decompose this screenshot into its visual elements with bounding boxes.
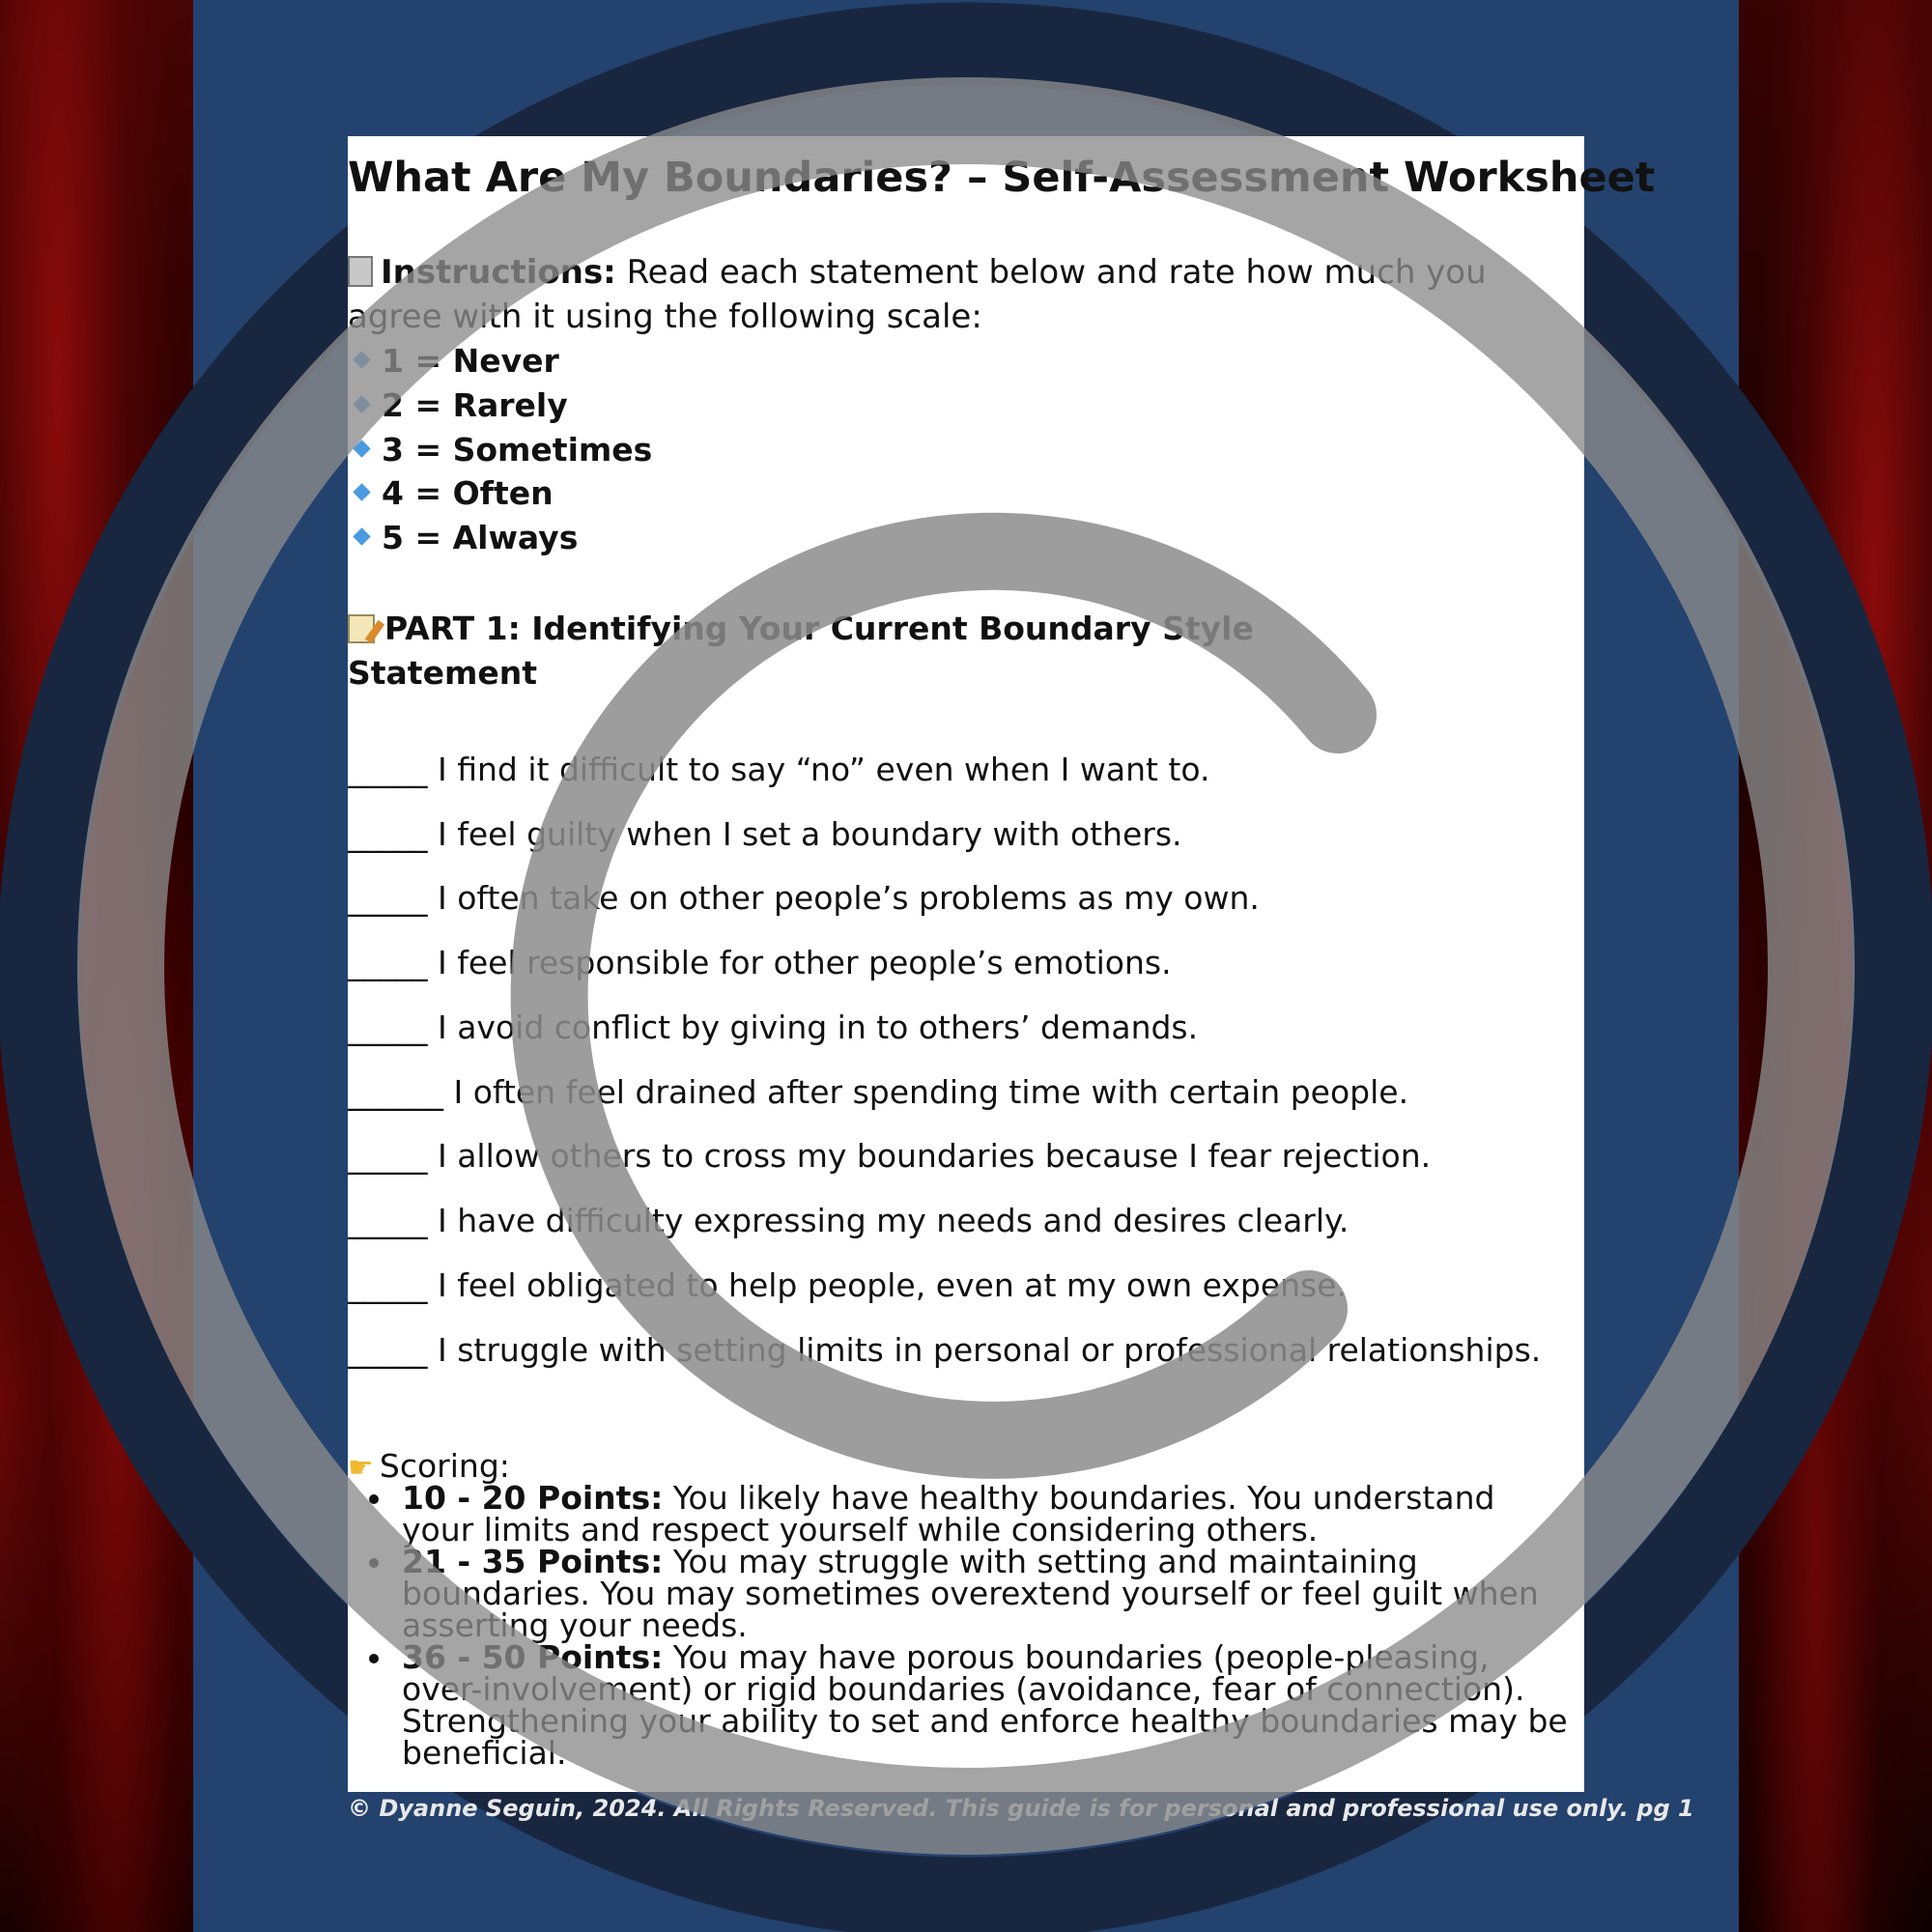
statement-item[interactable]: _____ I have difficulty expressing my needs and desires clearly. [348, 1202, 1350, 1239]
diamond-bullet-icon [353, 395, 370, 412]
scoring-heading: ☛ Scoring: [348, 1447, 510, 1485]
scoring-item: 36 - 50 Points: You may have porous boundaries (people-pleasing, over-involvement) or rigid boundaries (avoidance, fear of connection). Strengthening your ability to set and enforce healthy boundaries may be beneficial. [402, 1641, 1571, 1769]
scoring-list [402, 1479, 1571, 1772]
statement-item[interactable]: _____ I allow others to cross my boundaries because I fear rejection. [348, 1137, 1432, 1175]
memo-icon [348, 614, 375, 643]
diamond-bullet-icon [353, 440, 370, 457]
scale-item: 5 = Always [348, 519, 578, 556]
diamond-bullet-icon [353, 527, 370, 545]
statement-item[interactable]: _____ I feel guilty when I set a boundary with others. [348, 815, 1182, 853]
worksheet-title: What Are My Boundaries? – Self-Assessment Worksheet [348, 154, 1656, 202]
scoring-item: 21 - 35 Points: You may struggle with setting and maintaining boundaries. You may sometimes overextend yourself or feel guilt when asserting your needs. [402, 1546, 1571, 1641]
instructions-paragraph [348, 250, 1565, 339]
scale-item: 3 = Sometimes [348, 431, 652, 469]
statement-item[interactable]: _____ I feel obligated to help people, even at my own expense. [348, 1266, 1348, 1304]
statement-item[interactable]: _____ I find it difficult to say “no” even when I want to. [348, 751, 1210, 788]
document-icon [348, 256, 373, 287]
part1-heading: PART 1: Identifying Your Current Boundary Style [348, 607, 1410, 651]
scale-item: 4 = Often [348, 474, 554, 512]
statement-item[interactable]: _____ I avoid conflict by giving in to others’ demands. [348, 1009, 1199, 1046]
scale-item: 2 = Rarely [348, 386, 568, 424]
instructions-text: Read each statement below and rate how much you agree with it using the following scale: [348, 253, 1487, 336]
copyright-footer: © Dyanne Seguin, 2024. All Rights Reserved. This guide is for personal and professional use only. pg 1 [348, 1795, 1694, 1822]
statement-item[interactable]: _____ I struggle with setting limits in personal or professional relationships. [348, 1331, 1542, 1369]
part1-subheading: Statement [348, 654, 538, 692]
statement-item[interactable]: _____ I feel responsible for other people’s emotions. [348, 944, 1172, 981]
diamond-bullet-icon [353, 351, 370, 368]
instructions-block [348, 250, 1487, 339]
statement-item[interactable]: _____ I often take on other people’s problems as my own. [348, 879, 1260, 917]
diamond-bullet-icon [353, 483, 370, 500]
scale-item: 1 = Never [348, 342, 559, 380]
part1-heading-block [348, 607, 1410, 696]
scoring-item: 10 - 20 Points: You likely have healthy boundaries. You understand your limits and respect yourself while considering others. [402, 1482, 1571, 1546]
statement-item[interactable]: ______ I often feel drained after spending time with certain people. [348, 1073, 1409, 1111]
pointing-hand-icon: ☛ [348, 1451, 374, 1485]
instructions-label: Instructions: [381, 253, 616, 292]
